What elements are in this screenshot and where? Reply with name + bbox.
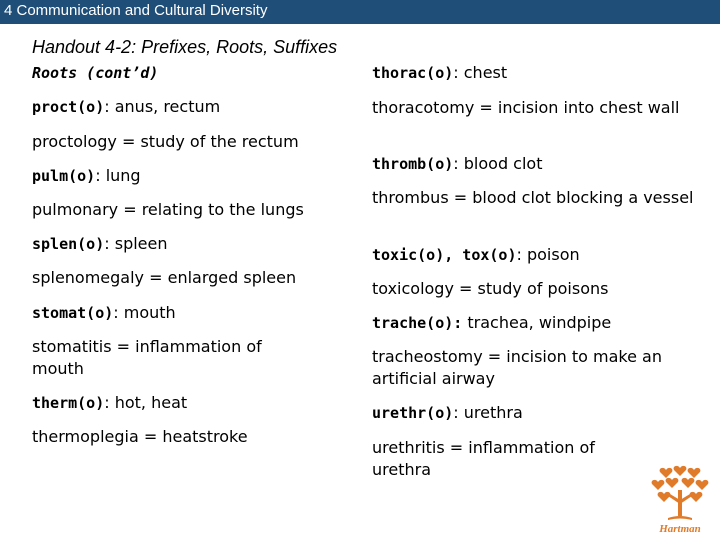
hartman-logo	[644, 460, 716, 538]
root-meaning: : poison	[516, 245, 580, 264]
root-entry	[372, 312, 702, 334]
root-term: splen(o)	[32, 235, 105, 253]
example-entry: proctology = study of the rectum	[32, 132, 299, 151]
example-entry: tracheostomy = incision to make an artificial airway	[372, 347, 662, 388]
root-entry	[372, 244, 702, 266]
root-term: thorac(o)	[372, 64, 454, 82]
root-entry	[372, 62, 702, 84]
root-meaning: : anus, rectum	[104, 97, 221, 116]
root-term: toxic(o), tox(o)	[372, 246, 517, 264]
example-entry: splenomegaly = enlarged spleen	[32, 268, 297, 287]
root-meaning: : blood clot	[453, 154, 543, 173]
root-entry	[372, 153, 702, 175]
root-term: thromb(o)	[372, 155, 454, 173]
root-entry	[32, 96, 352, 118]
root-meaning: trachea, windpipe	[462, 313, 612, 332]
root-term: therm(o)	[32, 394, 105, 412]
logo-text: Hartman	[659, 523, 701, 535]
root-entry	[32, 165, 352, 187]
example-entry: thrombus = blood clot blocking a vessel	[372, 188, 694, 207]
root-meaning: : mouth	[113, 303, 176, 322]
root-term: trache(o):	[372, 314, 463, 332]
root-meaning: : hot, heat	[104, 393, 188, 412]
root-term: stomat(o)	[32, 304, 114, 322]
root-entry	[372, 402, 702, 424]
example-entry: thermoplegia = heatstroke	[32, 427, 248, 446]
example-entry: thoracotomy = incision into chest wall	[372, 98, 680, 117]
root-meaning: : chest	[453, 63, 508, 82]
handout-title: Handout 4-2: Prefixes, Roots, Suffixes	[32, 37, 338, 57]
example-entry: toxicology = study of poisons	[372, 279, 609, 298]
header-title: 4 Communication and Cultural Diversity	[4, 2, 268, 19]
example-entry: urethritis = inflammation of urethra	[372, 438, 595, 479]
root-meaning: : lung	[95, 166, 141, 185]
example-entry: stomatitis = inflammation of mouth	[32, 337, 262, 378]
root-meaning: : urethra	[453, 403, 523, 422]
root-term: urethr(o)	[372, 404, 454, 422]
section-title: Roots (cont’d)	[32, 64, 159, 82]
root-entry	[32, 302, 352, 324]
example-entry: pulmonary = relating to the lungs	[32, 200, 304, 219]
root-entry	[32, 233, 352, 255]
header-bar	[0, 0, 720, 24]
root-term: proct(o)	[32, 98, 105, 116]
root-term: pulm(o)	[32, 167, 96, 185]
root-meaning: : spleen	[104, 234, 168, 253]
root-entry	[32, 392, 352, 414]
